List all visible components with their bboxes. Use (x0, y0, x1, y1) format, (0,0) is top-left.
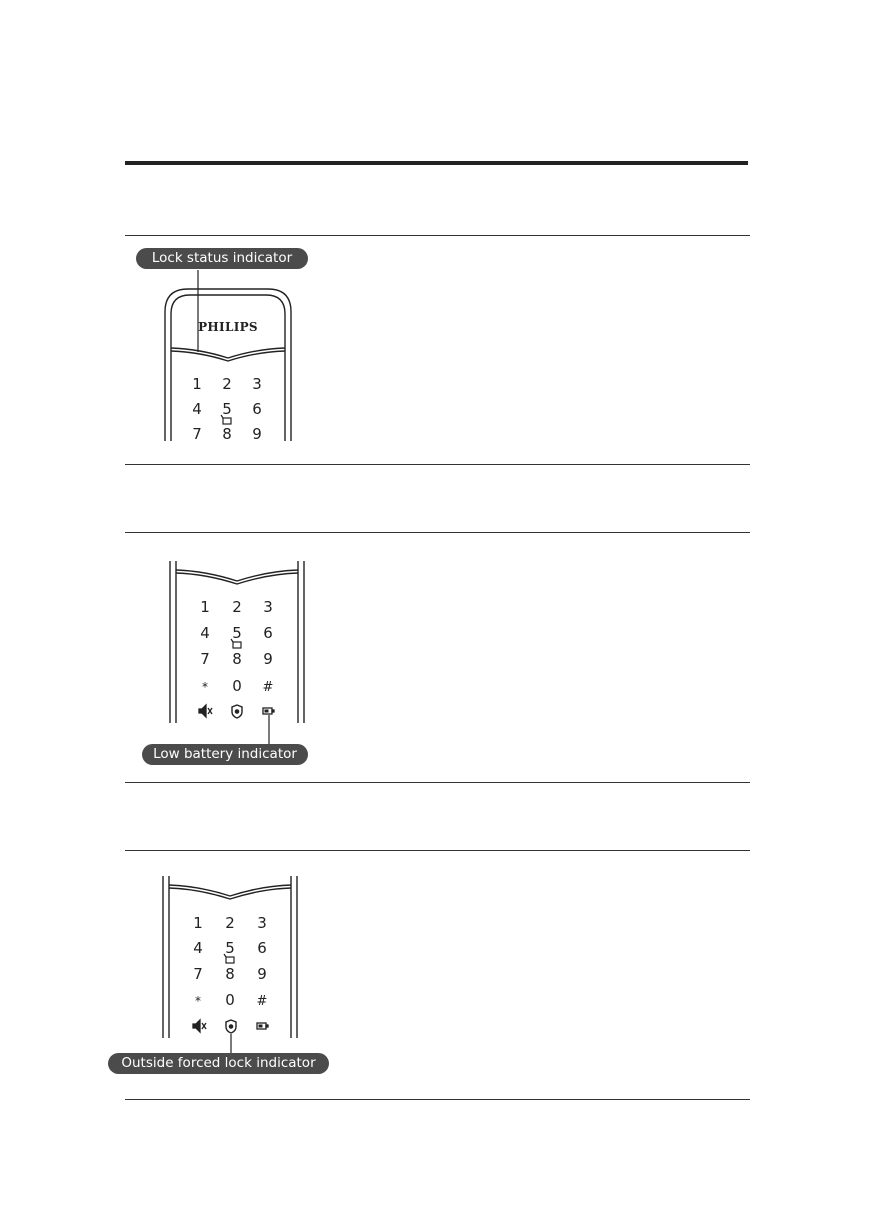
key-3: 3 (252, 375, 262, 393)
key-8: 8 (225, 965, 235, 983)
speaker-icon (193, 1020, 206, 1032)
key-4: 4 (193, 939, 203, 957)
key-2: 2 (232, 598, 242, 616)
lock-status-callout: Lock status indicator (136, 248, 308, 269)
key-3: 3 (263, 598, 273, 616)
key-5: 5 (225, 939, 235, 957)
key-4: 4 (192, 400, 202, 418)
low-battery-callout: Low battery indicator (142, 744, 308, 765)
key-1: 1 (200, 598, 210, 616)
key-4: 4 (200, 624, 210, 642)
brand-logo: PHILIPS (198, 320, 258, 334)
key-7: 7 (200, 650, 210, 668)
key-6: 6 (257, 939, 267, 957)
forced-lock-callout: Outside forced lock indicator (108, 1053, 329, 1074)
key-hash: # (256, 994, 268, 1009)
key-6: 6 (263, 624, 273, 642)
key-9: 9 (257, 965, 267, 983)
key-5: 5 (222, 400, 232, 418)
key-7: 7 (192, 425, 202, 443)
key-7: 7 (193, 965, 203, 983)
key-star: * (195, 994, 201, 1008)
key-hash: # (262, 680, 274, 695)
key-5: 5 (232, 624, 242, 642)
key-star: * (202, 680, 208, 694)
key-2: 2 (222, 375, 232, 393)
key-9: 9 (252, 425, 262, 443)
key-6: 6 (252, 400, 262, 418)
key-1: 1 (192, 375, 202, 393)
key-2: 2 (225, 914, 235, 932)
battery-icon (257, 1023, 268, 1029)
key-1: 1 (193, 914, 203, 932)
key-8: 8 (222, 425, 232, 443)
key-0: 0 (232, 677, 242, 695)
key-8: 8 (232, 650, 242, 668)
key-3: 3 (257, 914, 267, 932)
shield-icon (226, 1020, 236, 1033)
key-9: 9 (263, 650, 273, 668)
key-0: 0 (225, 991, 235, 1009)
